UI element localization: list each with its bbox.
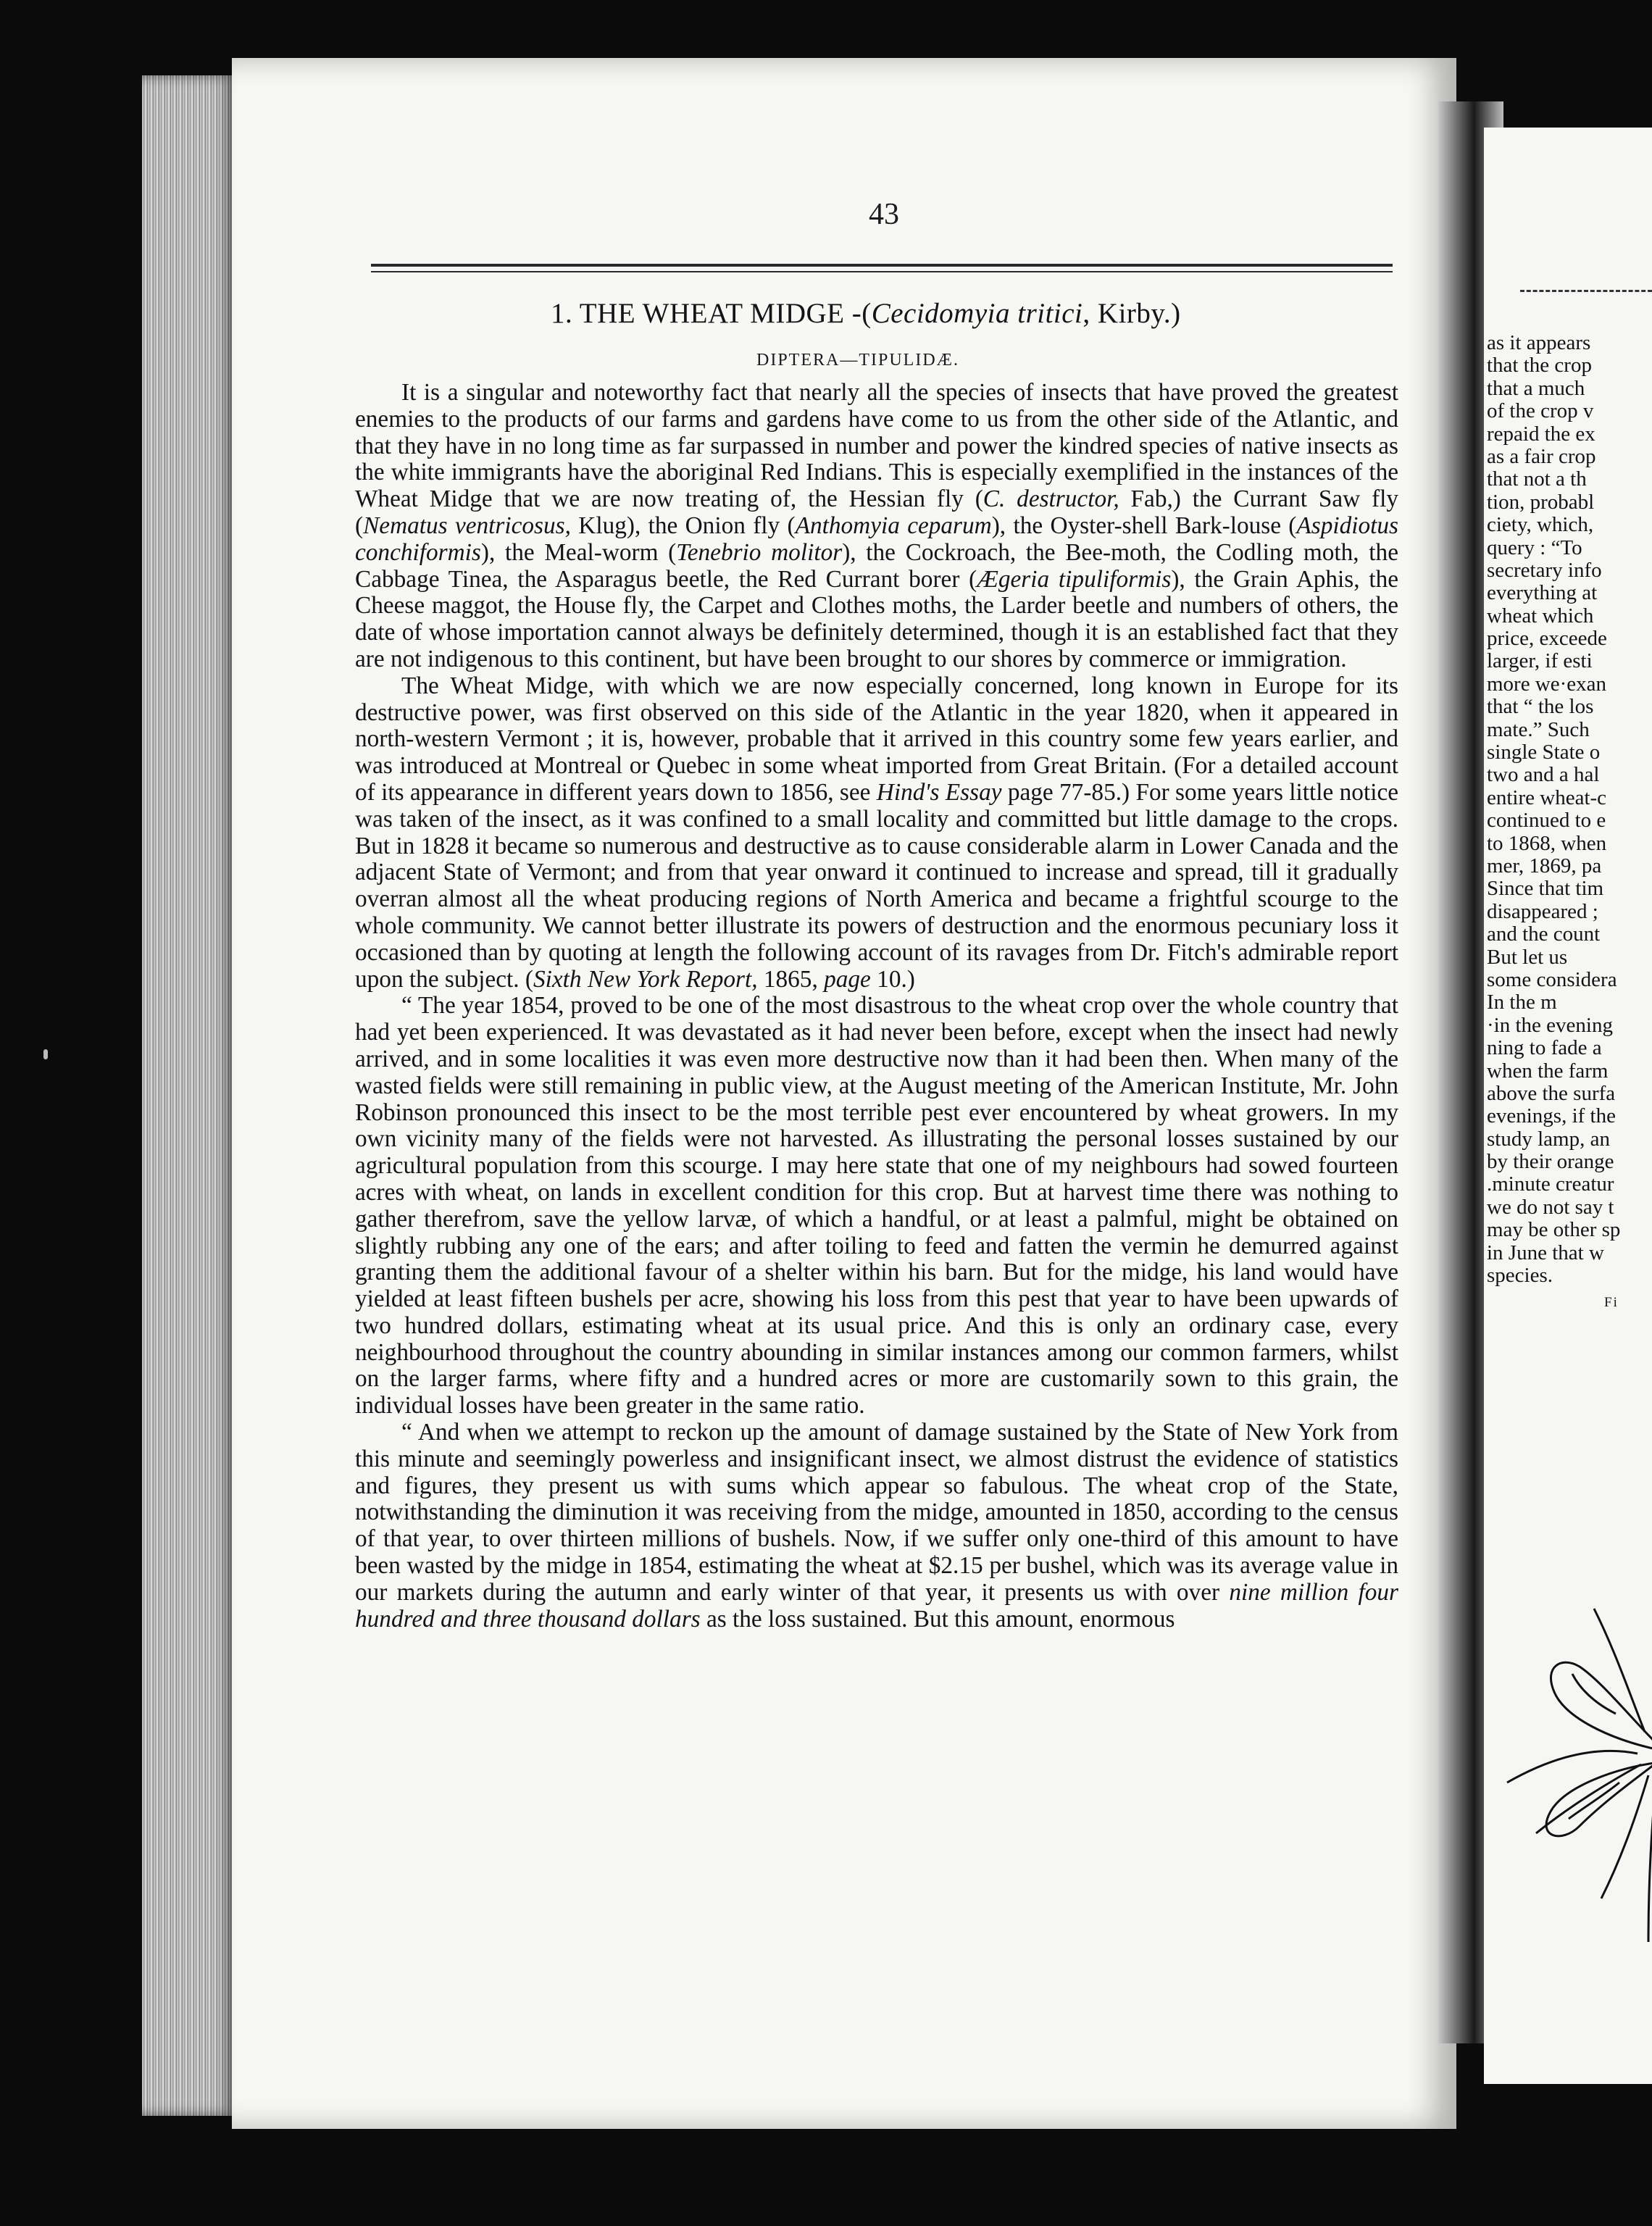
right-page-line: ciety, which,	[1487, 513, 1594, 537]
right-page-line: and the count	[1487, 922, 1601, 946]
right-page-line: that the crop	[1487, 354, 1592, 378]
latin-name: Aspidiotus conchiformis	[355, 512, 1399, 566]
right-page-line: that “ the los	[1487, 695, 1594, 719]
right-page-line: Since that tim	[1487, 877, 1604, 901]
header-rule-thin	[371, 271, 1393, 272]
section-subtitle: DIPTERA—TIPULIDÆ.	[756, 351, 959, 370]
text-run: page 77-85.) For some years little notice was taken of the insect, as it was confined to a small locality and committed but little damage to the crops. But in 1828 it became so numerous and destructive as to cause considerable alarm in Lower Canada and the adjacent State of Vermont; and from that year onward it continued to increase and spread, till it gradually overran almost all the wheat producing regions of North America and became a frightful scourge to the whole community. We cannot better illustrate its powers of destruction and the enormous pecuniary loss it occasioned than by quoting at length the following account of its ravages from Dr. Fitch's admirable report upon the subject. (	[355, 778, 1399, 993]
right-page-line: above the surfa	[1487, 1081, 1616, 1105]
book-page-edges	[142, 75, 238, 2116]
text-run: ), the Meal-worm (	[480, 538, 677, 566]
right-page-line: continued to e	[1487, 809, 1606, 833]
right-page-line: as it appears	[1487, 331, 1591, 354]
right-page-line: species.	[1487, 1264, 1553, 1288]
latin-name: Anthomyia ceparum	[795, 512, 992, 539]
right-page-line: study lamp, an	[1487, 1127, 1610, 1151]
title-latin-name: Cecidomyia tritici	[871, 298, 1083, 329]
title-suffix: , Kirby.)	[1082, 298, 1181, 329]
right-page-line: wheat which	[1487, 604, 1594, 628]
latin-name: Ægeria tipuliformis	[977, 565, 1172, 593]
text-run: ), the Grain Aphis, the Cheese maggot, the House fly, the Carpet and Clothes moths, the Larder beetle and numbers of others, the date of whose importation cannot always be definitely determined, though it is an established fact that they are not indigenous to this continent, but have been brought to our shores by commerce or immigration.	[355, 565, 1399, 672]
right-page-line: by their orange	[1487, 1150, 1614, 1174]
right-page-line: of the crop v	[1487, 399, 1594, 423]
right-page-line: may be other sp	[1487, 1218, 1621, 1242]
right-page-line: .minute creatur	[1487, 1172, 1614, 1196]
right-page-header-rule	[1520, 290, 1652, 292]
citation: Sixth New York Report,	[533, 965, 758, 993]
right-page-line: But let us	[1487, 945, 1568, 969]
right-page-line: larger, if esti	[1487, 649, 1593, 673]
right-page-text	[1487, 332, 1652, 1314]
right-page-line: to 1868, when	[1487, 831, 1607, 855]
right-page-line: more we·exan	[1487, 672, 1607, 696]
text-run: 10.)	[870, 965, 915, 993]
page-number: 43	[869, 198, 899, 231]
right-page-line: mate.” Such	[1487, 717, 1590, 741]
emphasis: nine million four hundred and three thousand dollars	[355, 1578, 1399, 1633]
right-page-line: single State o	[1487, 741, 1601, 764]
citation: Hind's Essay	[876, 778, 1002, 806]
text-run: It is a singular and noteworthy fact that nearly all the species of insects that have proved the greatest enemies to the products of our farms and gardens have come to us from the other side of the Atlantic, and that they have in no long time as far surpassed in number and power the kindred species of native insects as the white immigrants have the aboriginal Red Indians. This is especially exemplified in the instances of the Wheat Midge that we are now treating of, the Hessian fly (	[355, 379, 1398, 513]
text-run: The Wheat Midge, with which we are now especially concerned, long known in Europe for its destructive power, was first observed on this side of the Atlantic in the year 1820, when it appeared in north-western Vermont ; it is, however, probable that it arrived in this country some few years earlier, and was introduced at Montreal or Quebec in some wheat imported from Great Britain. (For a detailed account of its appearance in different years down to 1856, see	[355, 672, 1398, 806]
text-run: Klug), the Onion fly (	[570, 512, 796, 539]
wheat-midge-illustration	[1493, 1565, 1652, 1985]
right-page-line: entire wheat-c	[1487, 785, 1607, 809]
section-title	[551, 297, 1348, 330]
right-page-line: we do not say t	[1487, 1195, 1614, 1219]
latin-name: Nematus ventricosus,	[363, 512, 571, 539]
text-run: “ And when we attempt to reckon up the amount of damage sustained by the State of New York from this minute and seemingly powerless and insignificant insect, we almost distrust the evidence of statistics and figures, they present us with sums which appear so fabulous. The wheat crop of the State, notwithstanding the diminution it was receiving from the midge, amounted in 1850, according to the census of that year, to over thirteen millions of bushels. Now, if we suffer only one-third of this amount to have been wasted by the midge in 1854, estimating the wheat at $2.15 per bushel, which was its average value in our markets during the autumn and early winter of that year, it presents us with over	[355, 1419, 1398, 1606]
title-prefix: 1. THE WHEAT MIDGE -(	[551, 298, 872, 329]
right-page-line: query : “To	[1487, 535, 1582, 559]
right-page-line: in June that w	[1487, 1241, 1604, 1264]
figure-label: Fi	[1604, 1295, 1619, 1311]
right-page-line: secretary info	[1487, 558, 1602, 582]
paragraph-3: “ The year 1854, proved to be one of the most disastrous to the wheat crop over the whole country that had yet been experienced. It was devastated as it had never been before, except when the insect had newly arrived, and in some localities it was even more destructive now than it had been then. When many of the wasted fields were still remaining in public view, at the August meeting of the American Institute, Mr. John Robinson pronounced this insect to be the most terrible pest ever encountered by wheat growers. In my own vicinity many of the fields were not harvested. As illustrating the personal losses sustained by our agricultural population from this scourge. I may here state that one of my neighbours had sowed fourteen acres with wheat, on lands in excellent condition for this crop. But at harvest time there was nothing to gather therefrom, save the yellow larvæ, of which a handful, or at least a palmful, might be obtained on slightly rubbing any one of the ears; and after toiling to feed and fatten the vermin he demurred against granting them the additional favour of a shelter within his barn. But for the midge, his land would have yielded at least fifteen bushels per acre, showing his loss from this pest that year to have been upwards of two hundred dollars, estimating wheat at its usual price. And this is only an ordinary case, every neighbourhood throughout the country abounding in similar instances among our common farmers, whilst on the larger farms, where fifty and a hundred acres or more are customarily sown to this grain, the individual losses have been greater in the same ratio.	[355, 992, 1398, 1420]
right-page-line: disappeared ;	[1487, 899, 1598, 923]
latin-name: C. destructor,	[983, 485, 1119, 513]
right-page-line: as a fair crop	[1487, 444, 1596, 468]
right-page-line: tion, probabl	[1487, 490, 1595, 514]
right-page-line: price, exceede	[1487, 627, 1607, 651]
latin-name: Tenebrio molitor	[676, 538, 843, 566]
right-page-line: that a much	[1487, 376, 1585, 400]
right-page-line: mer, 1869, pa	[1487, 854, 1602, 878]
paragraph-2	[355, 673, 1398, 993]
right-page-line: when the farm	[1487, 1059, 1609, 1083]
text-run: Fab,) the Currant Saw fly (	[355, 485, 1398, 539]
right-page-line: ·in the evening	[1487, 1013, 1613, 1037]
right-page-line: In the m	[1487, 991, 1557, 1014]
right-page-line: everything at	[1487, 581, 1598, 605]
right-page-line: evenings, if the	[1487, 1104, 1616, 1128]
text-run: as the loss sustained. But this amount, enormous	[700, 1605, 1175, 1633]
right-page-line: ning to fade a	[1487, 1036, 1602, 1060]
paragraph-1	[355, 380, 1398, 673]
margin-mark	[43, 1049, 48, 1059]
paragraph-4	[355, 1420, 1398, 1633]
text-run: 1865,	[757, 965, 825, 993]
right-page-line: that not a th	[1487, 467, 1587, 491]
right-page-line: two and a hal	[1487, 763, 1600, 787]
text-run: ), the Cockroach, the Bee-moth, the Codling moth, the Cabbage Tinea, the Asparagus beetle, the Red Currant borer (	[355, 538, 1398, 593]
right-page-line: repaid the ex	[1487, 422, 1595, 446]
body-text	[355, 380, 1398, 1633]
header-rule	[371, 264, 1393, 267]
text-run: ), the Oyster-shell Bark-louse (	[991, 512, 1297, 539]
right-page-line: some considera	[1487, 967, 1617, 991]
citation: page	[824, 965, 871, 993]
